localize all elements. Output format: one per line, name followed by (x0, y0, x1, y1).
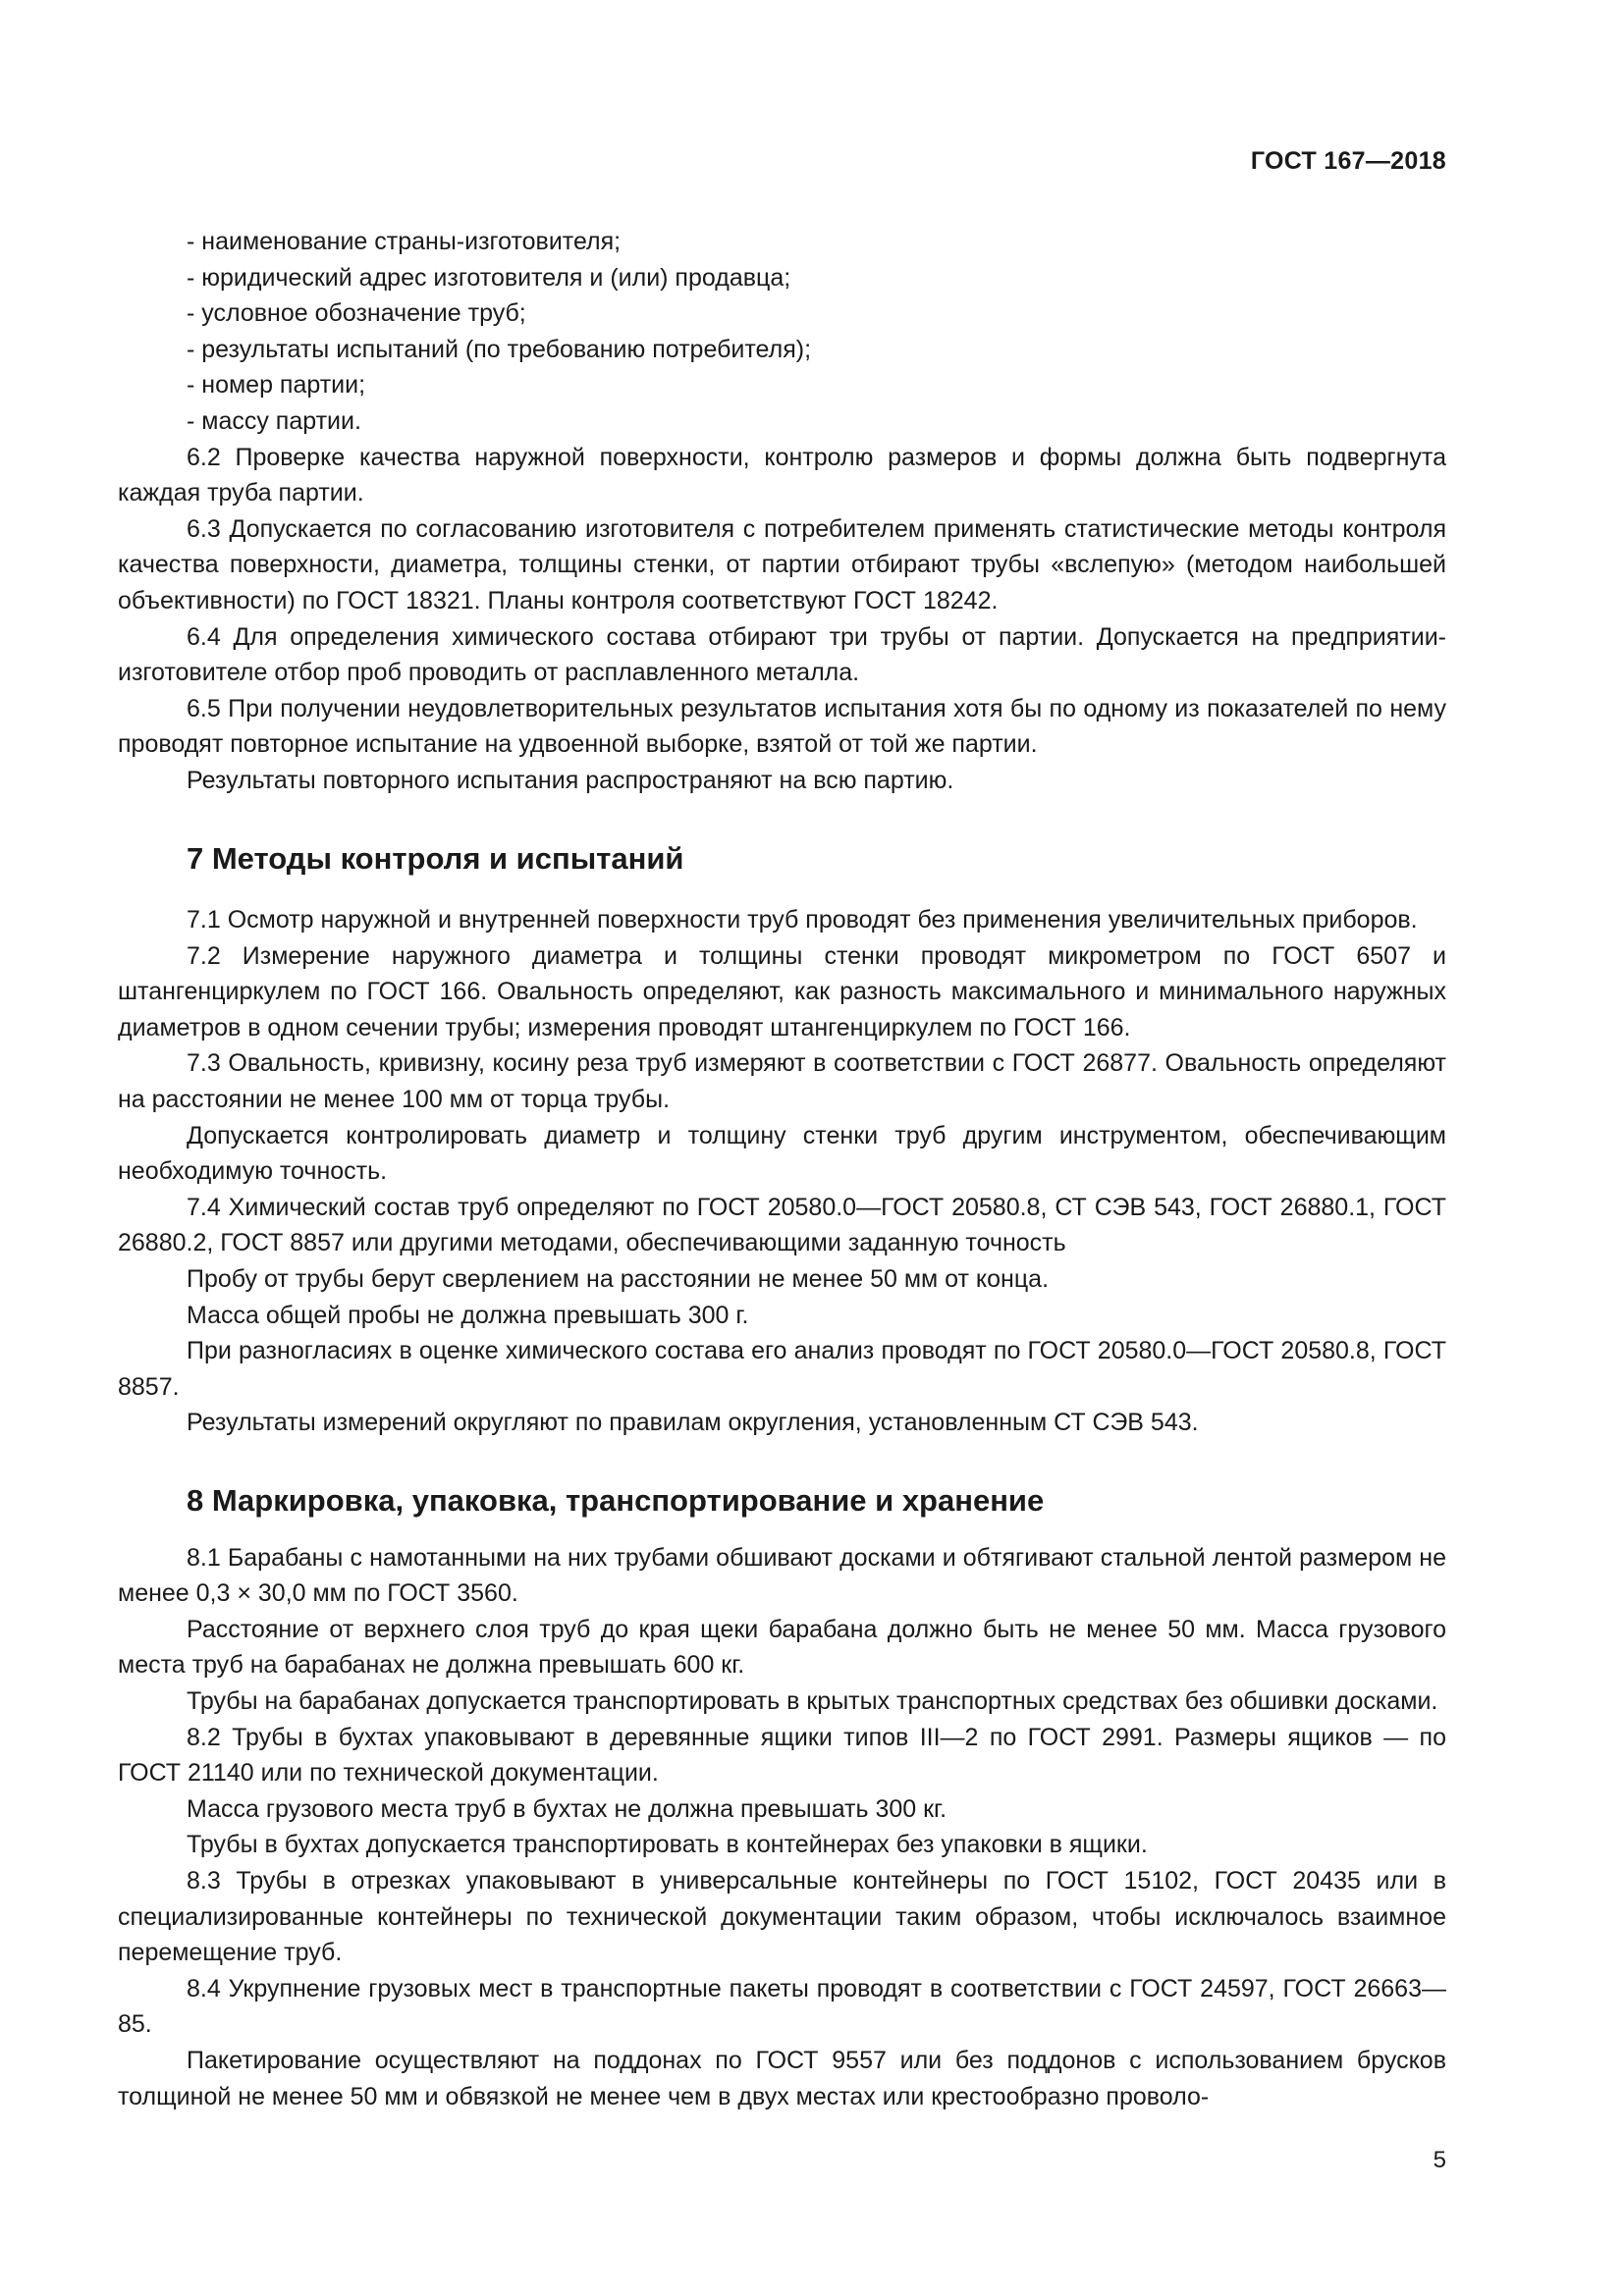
list-item: - результаты испытаний (по требованию потребителя); (187, 335, 812, 363)
section-6-items (118, 440, 1446, 799)
list-item: - условное обозначение труб; (187, 299, 526, 328)
paragraph: 7.3 Овальность, кривизну, косину реза труб измеряют в соответствии с ГОСТ 26877. Овальность определяют на расстоянии не менее 100 мм от торца трубы. (118, 1049, 1446, 1114)
list-item: - массу партии. (187, 406, 361, 435)
paragraph: Пакетирование осуществляют на поддонах по ГОСТ 9557 или без поддонов с использованием брусков толщиной не менее 50 мм и обвязкой не менее чем в двух местах или крестообразно проволо- (118, 2046, 1446, 2110)
paragraph: Масса грузового места труб в бухтах не должна превышать 300 кг. (187, 1794, 947, 1823)
list-item: - номер партии; (187, 371, 366, 400)
paragraph: Допускается контролировать диаметр и толщину стенки труб другим инструментом, обеспечивающим необходимую точность. (118, 1121, 1446, 1186)
paragraph: 6.2 Проверке качества наружной поверхности, контролю размеров и формы должна быть подвергнута каждая труба партии. (118, 443, 1446, 507)
section-7-body (118, 902, 1446, 1441)
paragraph: Трубы в бухтах допускается транспортировать в контейнерах без упаковки в ящики. (187, 1831, 1148, 1859)
paragraph: 8.3 Трубы в отрезках упаковывают в универсальные контейнеры по ГОСТ 15102, ГОСТ 20435 или в специализированные контейнеры по технической документации таким образом, чтобы исключалось взаимное перемещение труб. (118, 1866, 1446, 1967)
paragraph: При разногласиях в оценке химического состава его анализ проводят по ГОСТ 20580.0—ГОСТ 20580.8, ГОСТ 8857. (118, 1337, 1446, 1401)
paragraph: Трубы на барабанах допускается транспортировать в крытых транспортных средствах без обшивки досками. (187, 1686, 1438, 1715)
section-8-heading: 8 Маркировка, упаковка, транспортирование и хранение (187, 1483, 1045, 1518)
section-7-heading: 7 Методы контроля и испытаний (187, 840, 684, 876)
paragraph: 6.3 Допускается по согласованию изготовителя с потребителем применять статистические методы контроля качества поверхности, диаметра, толщины стенки, от партии отбирают трубы «вслепую» (методом наибольшей объективности) по ГОСТ 18321. Планы контроля соответствуют ГОСТ 18242. (118, 514, 1446, 614)
paragraph: 6.4 Для определения химического состава отбирают три трубы от партии. Допускается на предприятии-изготовителе отбор проб проводить от расплавленного металла. (118, 622, 1446, 687)
paragraph: Расстояние от верхнего слоя труб до края щеки барабана должно быть не менее 50 мм. Масса грузового места труб на барабанах не должна превышать 600 кг. (118, 1615, 1446, 1680)
paragraph: 7.1 Осмотр наружной и внутренней поверхности труб проводят без применения увеличительных приборов. (187, 906, 1418, 934)
paragraph: Результаты повторного испытания распространяют на всю партию. (187, 766, 954, 794)
document-body (118, 224, 1446, 2114)
document-header: ГОСТ 167—2018 (1250, 147, 1446, 175)
paragraph: Пробу от трубы берут сверлением на расстоянии не менее 50 мм от конца. (187, 1265, 1050, 1294)
document-page (118, 0, 1446, 2296)
paragraph: 8.2 Трубы в бухтах упаковывают в деревянные ящики типов III—2 по ГОСТ 2991. Размеры ящиков — по ГОСТ 21140 или по технической документации. (118, 1723, 1446, 1788)
paragraph: 7.4 Химический состав труб определяют по ГОСТ 20580.0—ГОСТ 20580.8, СТ СЭВ 543, ГОСТ 26880.1, ГОСТ 26880.2, ГОСТ 8857 или другими методами, обеспечивающими заданную точность (118, 1193, 1446, 1257)
paragraph: 6.5 При получении неудовлетворительных результатов испытания хотя бы по одному из показателей по нему проводят повторное испытание на удвоенной выборке, взятой от той же партии. (118, 694, 1446, 759)
list-item: - наименование страны-изготовителя; (187, 228, 622, 255)
list-item: - юридический адрес изготовителя и (или) продавца; (187, 263, 791, 292)
paragraph: 8.4 Укрупнение грузовых мест в транспортные пакеты проводят в соответствии с ГОСТ 24597, ГОСТ 26663—85. (118, 1974, 1446, 2039)
paragraph: 7.2 Измерение наружного диаметра и толщины стенки проводят микрометром по ГОСТ 6507 и штангенциркулем по ГОСТ 166. Овальность определяют, как разность максимального и минимального наружных диаметров в одном сечении трубы; измерения проводят штангенциркулем по ГОСТ 166. (118, 941, 1446, 1041)
paragraph: Масса общей пробы не должна превышать 300 г. (187, 1301, 749, 1329)
intro-list (118, 224, 1446, 440)
section-8-body (118, 1540, 1446, 2115)
paragraph: Результаты измерений округляют по правилам округления, установленным СТ СЭВ 543. (187, 1409, 1199, 1437)
paragraph: 8.1 Барабаны с намотанными на них трубами обшивают досками и обтягивают стальной лентой размером не менее 0,3 × 30,0 мм по ГОСТ 3560. (118, 1543, 1446, 1608)
page-number: 5 (1433, 2147, 1446, 2173)
